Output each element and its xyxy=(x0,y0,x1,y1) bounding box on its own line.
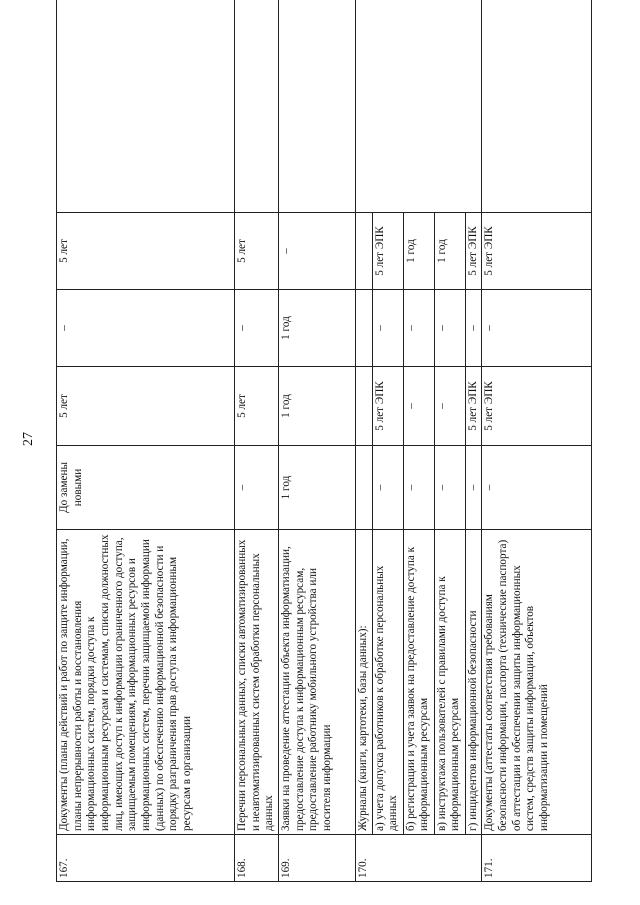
notes-cell xyxy=(235,0,279,213)
retention-col-6: – xyxy=(278,213,355,290)
table-row-169 xyxy=(278,0,355,882)
retention-col-6: 1 год xyxy=(403,213,434,290)
row-number: 167. xyxy=(57,835,235,882)
table-row-171 xyxy=(482,0,592,882)
document-group-title: Журналы (книги, картотеки, базы данных): xyxy=(355,530,372,835)
records-table xyxy=(56,34,588,882)
table-row-168 xyxy=(235,0,279,882)
retention-col-3: 1 год xyxy=(278,446,355,530)
retention-col-3: – xyxy=(403,446,434,530)
retention-col-4: 5 лет xyxy=(57,367,235,446)
retention-col-5: – xyxy=(57,290,235,367)
retention-col-6: 5 лет ЭПК xyxy=(482,213,592,290)
document-title: б) регистрации и учета заявок на предоставление доступа к информационным ресурсам xyxy=(403,530,434,835)
retention-col-5: 1 год xyxy=(278,290,355,367)
retention-col-6: 5 лет ЭПК xyxy=(465,213,482,290)
row-number: 169. xyxy=(278,835,355,882)
document-title: Перечни персональных данных, списки автоматизированных и неавтоматизированных систем обработки персональных данных xyxy=(235,530,279,835)
notes-cell xyxy=(355,0,481,213)
row-number: 168. xyxy=(235,835,279,882)
retention-col-6: 1 год xyxy=(434,213,465,290)
document-title: Документы (аттестаты соответствия требованиям безопасности информации, паспорта (технические паспорта) об аттестации и обеспечении защиты информационных систем, средств защиты информации, объектов информатизации и помещений xyxy=(482,530,592,835)
document-title: Заявки на проведение аттестации объекта информатизации, предоставление доступа к информационным ресурсам, предоставление работнику мобильного устройства или носителя информации xyxy=(278,530,355,835)
retention-col-3: До замены новыми xyxy=(57,446,235,530)
retention-col-5: – xyxy=(434,290,465,367)
retention-col-5: – xyxy=(482,290,592,367)
row-number: 171. xyxy=(482,835,592,882)
table-row-167 xyxy=(57,0,235,882)
retention-col-6: 5 лет xyxy=(235,213,279,290)
retention-col-3: – xyxy=(372,446,403,530)
retention-col-3: – xyxy=(235,446,279,530)
retention-col-4: 5 лет ЭПК xyxy=(482,367,592,446)
retention-col-6: 5 лет ЭПК xyxy=(372,213,403,290)
notes-cell xyxy=(57,0,235,213)
retention-col-5: – xyxy=(235,290,279,367)
table-row-170-header xyxy=(355,0,372,882)
retention-col-3: – xyxy=(465,446,482,530)
document-title: а) учета допуска работников к обработке персональных данных xyxy=(372,530,403,835)
retention-col-4: – xyxy=(434,367,465,446)
retention-col-3: – xyxy=(434,446,465,530)
retention-col-4: 5 лет ЭПК xyxy=(465,367,482,446)
retention-col-6: 5 лет xyxy=(57,213,235,290)
retention-col-5: – xyxy=(372,290,403,367)
page-number: 27 xyxy=(21,432,36,446)
document-title: г) инцидентов информационной безопасности xyxy=(465,530,482,835)
row-number: 170. xyxy=(355,835,481,882)
retention-col-5: – xyxy=(403,290,434,367)
notes-cell xyxy=(482,0,592,213)
retention-col-3: – xyxy=(482,446,592,530)
rotated-table-wrapper xyxy=(56,34,588,882)
notes-cell xyxy=(278,0,355,213)
document-title: Документы (планы действий и работ по защите информации, планы непрерывности работы и восстановления информационных систем, порядки доступа к информационным ресурсам и системам, списки должностных лиц, имеющих доступ к информации ограниченного доступа, защищаемым помещениям, информационных ресурсов и информационных систем, перечни защищаемой информации (данных) по обеспечению информационной безопасности и порядку разграничения прав доступа к информационным ресурсам в организации xyxy=(57,530,235,835)
retention-col-5: – xyxy=(465,290,482,367)
retention-col-4: 5 лет ЭПК xyxy=(372,367,403,446)
retention-col-4: – xyxy=(403,367,434,446)
retention-col-4: 5 лет xyxy=(235,367,279,446)
document-title: в) инструктажа пользователей с правилами доступа к информационным ресурсам xyxy=(434,530,465,835)
retention-col-4: 1 год xyxy=(278,367,355,446)
